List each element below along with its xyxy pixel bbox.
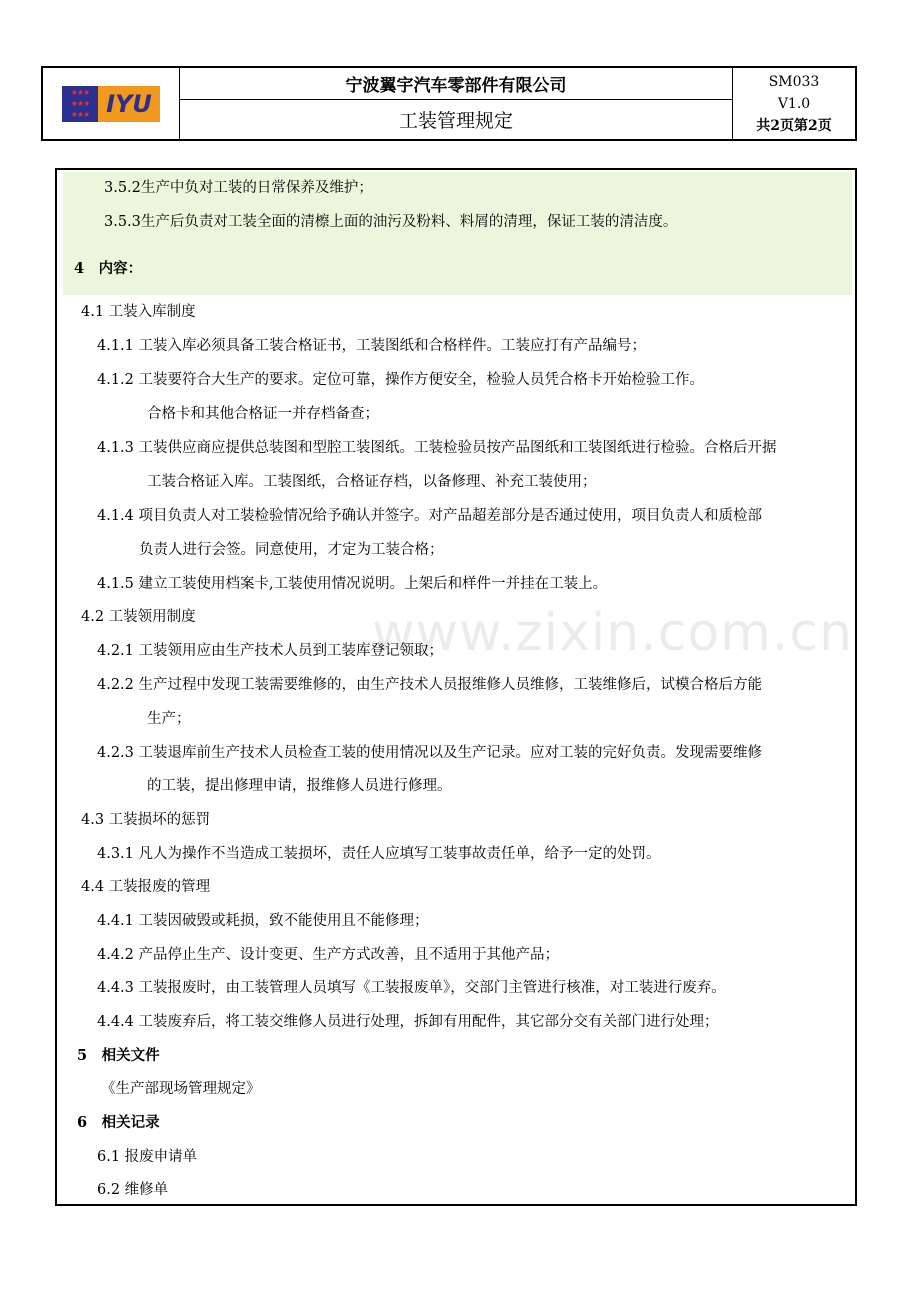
line-4-2-3: 4.2.3 工装退库前生产技术人员检查工装的使用情况以及生产记录。应对工装的完好负责。发现需要维修 [97, 745, 762, 761]
line-4-4-2: 4.4.2 产品停止生产、设计变更、生产方式改善，且不适用于其他产品； [97, 947, 560, 963]
title-cell [180, 68, 733, 139]
line-4-1-4: 4.1.4 项目负责人对工装检验情况给予确认并签字。对产品超差部分是否通过使用，项目负责人和质检部 [97, 508, 762, 524]
line-6-1: 6.1 报废申请单 [97, 1149, 198, 1165]
line-4-1-1: 4.1.1 工装入库必须具备工装合格证书，工装图纸和合格样件。工装应打有产品编号； [97, 338, 647, 354]
watermark: www.zixin.com.cn [372, 603, 853, 663]
section-4-2-heading: 4.2 工装领用制度 [81, 609, 196, 625]
document-number: SM033 [768, 73, 820, 90]
section-6-heading: 6 相关记录 [77, 1114, 160, 1131]
line-4-2-3-cont: 的工装，提出修理申请，报维修人员进行修理。 [147, 778, 452, 794]
meta-cell [733, 68, 855, 139]
line-4-4-3: 4.4.3 工装报废时，由工装管理人员填写《工装报废单》，交部门主管进行核准，对工装进行废弃。 [97, 980, 726, 996]
line-4-1-3-cont: 工装合格证入库。工装图纸，合格证存档，以备修理、补充工装使用； [147, 474, 597, 490]
company-logo [62, 86, 160, 122]
section-4-4-heading: 4.4 工装报废的管理 [81, 879, 211, 895]
line-4-1-3: 4.1.3 工装供应商应提供总装图和型腔工装图纸。工装检验员按产品图纸和工装图纸进行检验。合格后开据 [97, 440, 777, 456]
line-4-1-2: 4.1.2 工装要符合大生产的要求。定位可靠，操作方便安全，检验人员凭合格卡开始检验工作。 [97, 372, 704, 388]
line-3-5-2: 3.5.2生产中负对工装的日常保养及维护； [104, 180, 373, 196]
line-4-1-2-cont: 合格卡和其他合格证一并存档备查； [147, 406, 379, 422]
document-title: 工装管理规定 [398, 110, 513, 132]
line-5-doc: 《生产部现场管理规定》 [101, 1081, 261, 1097]
section-5-heading: 5 相关文件 [77, 1047, 160, 1064]
line-4-1-5: 4.1.5 建立工装使用档案卡,工装使用情况说明。上架后和样件一并挂在工装上。 [97, 576, 608, 592]
line-4-2-2: 4.2.2 生产过程中发现工装需要维修的，由生产技术人员报维修人员维修，工装维修后，试模合格后方能 [97, 677, 762, 693]
line-4-1-4-cont: 负责人进行会签。同意使用，才定为工装合格； [139, 542, 444, 558]
line-4-2-1: 4.2.1 工装领用应由生产技术人员到工装库登记领取； [97, 643, 444, 659]
company-name: 宁波翼宇汽车零部件有限公司 [180, 68, 732, 100]
logo-cell [43, 68, 180, 139]
stars-icon: ★★★ ★★★ ★★★ [62, 86, 98, 122]
document-version: V1.0 [777, 95, 811, 112]
line-4-3-1: 4.3.1 凡人为操作不当造成工装损坏，责任人应填写工装事故责任单，给予一定的处罚。 [97, 846, 661, 862]
line-4-4-1: 4.4.1 工装因破毁或耗损，致不能使用且不能修理； [97, 913, 429, 929]
content-box [55, 168, 857, 1206]
line-6-2: 6.2 维修单 [97, 1182, 169, 1198]
document-header [41, 66, 857, 141]
section-4-3-heading: 4.3 工装损坏的惩罚 [81, 812, 211, 828]
page-indicator: 共2页第2页 [756, 117, 832, 134]
logo-text: IYU [98, 86, 160, 122]
line-4-4-4: 4.4.4 工装废弃后，将工装交维修人员进行处理，拆卸有用配件，其它部分交有关部门进行处理； [97, 1014, 719, 1030]
line-4-2-2-cont: 生产； [147, 711, 191, 727]
section-4-1-heading: 4.1 工装入库制度 [81, 304, 196, 320]
section-4-heading: 4 内容： [74, 260, 143, 277]
line-3-5-3: 3.5.3生产后负责对工装全面的清檫上面的油污及粉料、料屑的清理，保证工装的清洁度。 [104, 214, 678, 230]
